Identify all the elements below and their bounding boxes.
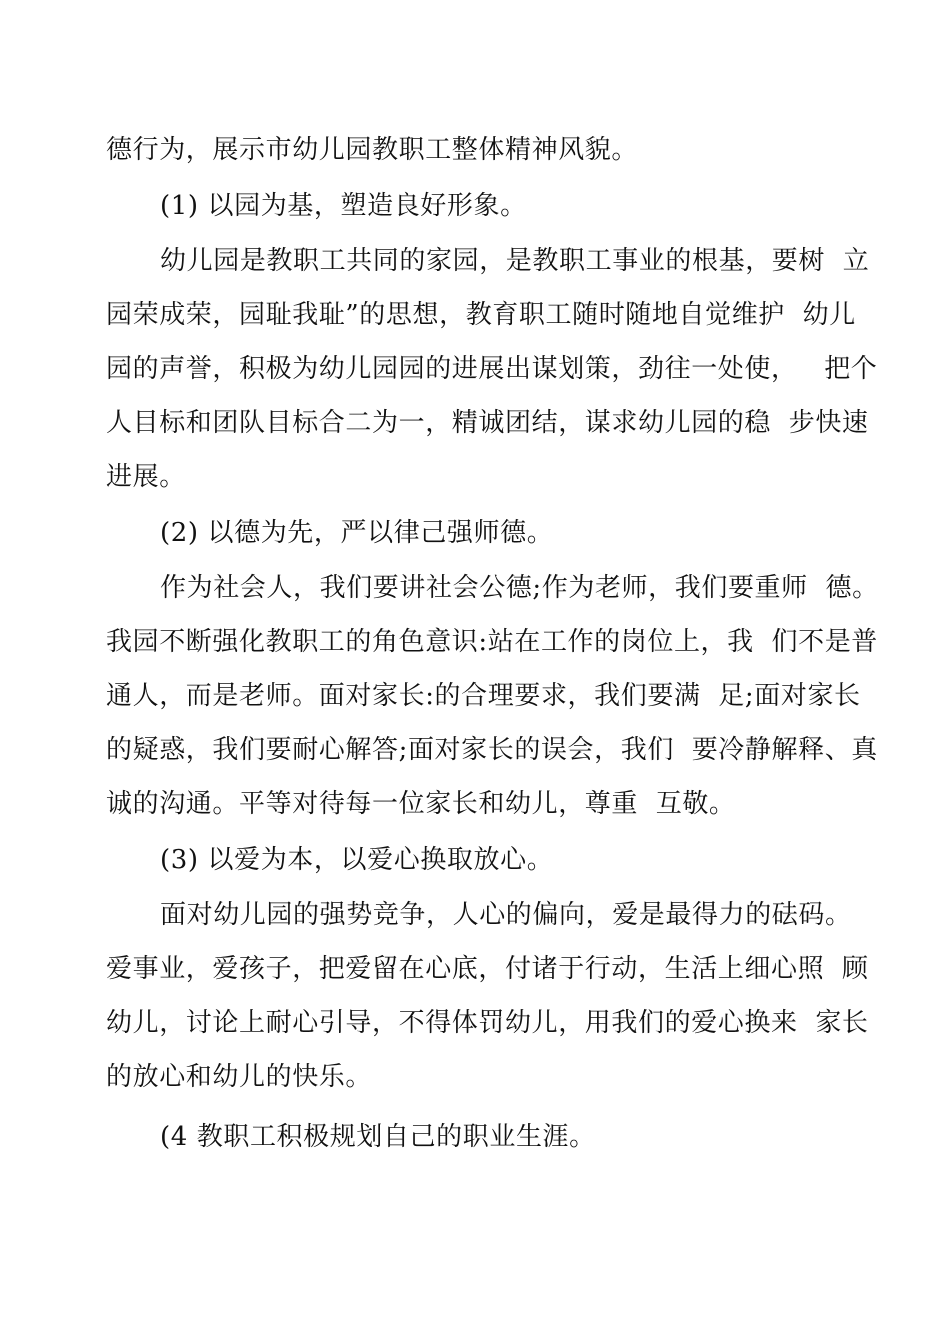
paragraph-line: 幼儿园是教职工共同的家园，是教职工事业的根基，要树 立 xyxy=(160,246,870,276)
paragraph-line: 我园不断强化教职工的角色意识:站在工作的岗位上，我 们不是普 xyxy=(106,627,878,657)
section-heading-3: (3) 以爱为本，以爱心换取放心。 xyxy=(160,845,554,875)
section-heading-4: (4 教职工积极规划自己的职业生涯。 xyxy=(160,1122,596,1152)
paragraph-line: 的疑惑，我们要耐心解答;面对家长的误会，我们 要冷静解释、真 xyxy=(106,735,878,765)
paragraph-line: 德行为，展示市幼儿园教职工整体精神风貌。 xyxy=(106,135,639,165)
paragraph-line: 人目标和团队目标合二为一，精诚团结，谋求幼儿园的稳 步快速 xyxy=(106,408,869,438)
paragraph-line: 进展。 xyxy=(106,462,186,492)
paragraph-line: 园荣成荣，园耻我耻”的思想，教育职工随时随地自觉维护 幼儿 xyxy=(106,300,856,330)
paragraph-line: 园的声誉，积极为幼儿园园的进展出谋划策，劲往一处使， 把个 xyxy=(106,354,878,384)
paragraph-line: 通人，而是老师。面对家长:的合理要求，我们要满 足;面对家长 xyxy=(106,681,861,711)
paragraph-line: 诚的沟通。平等对待每一位家长和幼儿，尊重 互敬。 xyxy=(106,789,736,819)
paragraph-line: 的放心和幼儿的快乐。 xyxy=(106,1062,373,1092)
paragraph-line: 爱事业，爱孩子，把爱留在心底，付诸于行动，生活上细心照 顾 xyxy=(106,954,869,984)
paragraph-line: 幼儿，讨论上耐心引导，不得体罚幼儿，用我们的爱心换来 家长 xyxy=(106,1008,869,1038)
paragraph-line: 作为社会人，我们要讲社会公德;作为老师，我们要重师 德。 xyxy=(160,573,879,603)
paragraph-line: 面对幼儿园的强势竞争，人心的偏向，爱是最得力的砝码。 xyxy=(160,900,852,930)
section-heading-1: (1) 以园为基，塑造良好形象。 xyxy=(160,191,527,221)
section-heading-2: (2) 以德为先，严以律己强师德。 xyxy=(160,518,554,548)
